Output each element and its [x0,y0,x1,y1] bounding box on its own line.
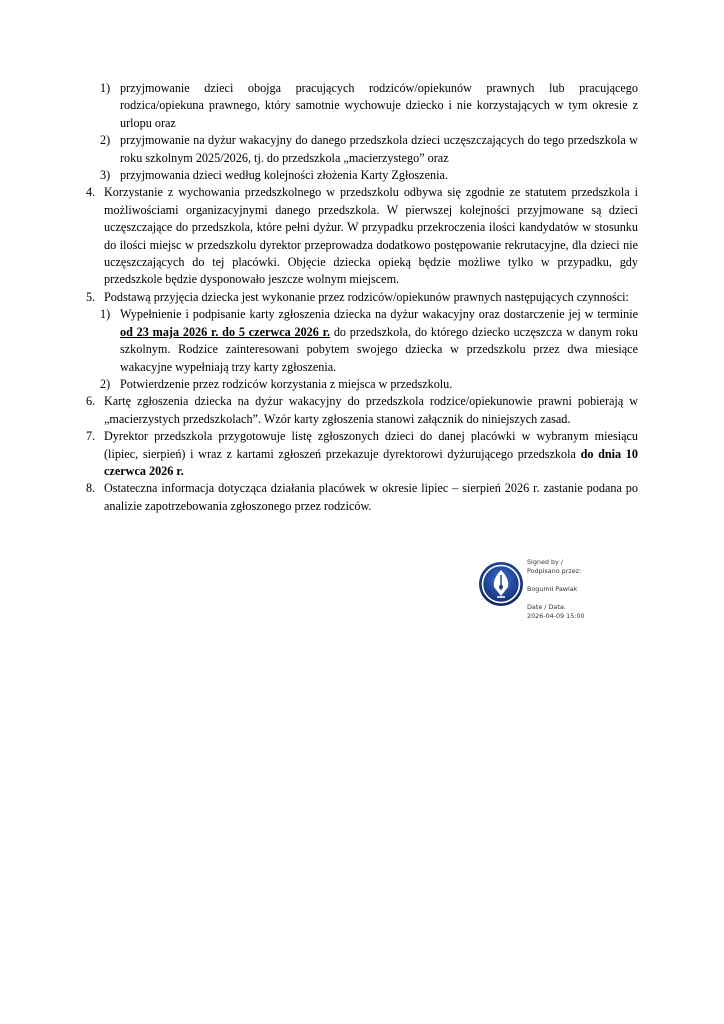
text-run: Kartę zgłoszenia dziecka na dyżur wakacyjny do przedszkola rodzice/opiekunowie prawni pobierają w „macierzystych przedszkolach”. Wzór karty zgłoszenia stanowi załącznik do niniejszych zasad. [104,394,638,426]
item-number: 5. [86,289,96,304]
item-number: 3) [100,168,111,183]
signer-name: Bogumił Pawlak [527,585,578,593]
text-run: Podstawą przyjęcia dziecka jest wykonanie przez rodziców/opiekunów prawnych następujących czynności: [104,289,629,304]
sub-list-item [86,80,638,132]
fountain-pen-nib-seal-icon [478,561,524,607]
regulations-list [86,80,638,515]
text-run: Ostateczna informacja dotycząca działania placówek w okresie lipiec – sierpień 2026 r. zastanie podana po analizie zapotrzebowania zgłoszonego przez rodziców. [104,481,638,513]
sub-list-item [86,306,638,376]
list-item [86,184,638,288]
item-number: 6. [86,394,96,409]
sub-list-item [86,376,638,393]
item-text [104,481,638,512]
emphasized-deadline: do dnia 10 czerwca 2026 r. [104,446,638,478]
list-item [86,428,638,480]
item-text [104,429,638,478]
text-run: Potwierdzenie przez rodziców korzystania z miejsca w przedszkolu. [120,376,453,391]
signed-by-label-pl: Podpisano przez: [527,567,582,575]
sub-list-item [86,167,638,184]
electronic-signature [478,558,598,622]
list-item [86,289,638,306]
item-text [104,185,638,286]
signature-date: 2026-04-09 15:00 [527,612,585,620]
item-text [120,168,448,182]
item-number: 2) [100,376,111,391]
item-number: 4. [86,185,96,200]
emphasized-deadline: od 23 maja 2026 r. do 5 czerwca 2026 r. [120,324,331,339]
text-run: przyjmowania dzieci według kolejności złożenia Karty Zgłoszenia. [120,168,448,183]
item-text [120,307,638,373]
item-number: 7. [86,429,96,444]
signature-details [527,558,617,621]
text-run: Korzystanie z wychowania przedszkolnego w przedszkolu odbywa się zgodnie ze statutem przedszkola i możliwościami organizacyjnymi danego przedszkola. W pierwszej kolejności przyjmowane są dzieci uczęszczające do przedszkola, które pełni dyżur. W przypadku przekroczenia ilości kandydatów w stosunku do ilości miejsc w przedszkolu dyrektor przeprowadza dodatkowo postępowanie rekrutacyjne, dla dzieci nie uczęszczających do tej placówki. Objęcie dziecka opieką będzie możliwe tylko w przypadku, gdy przedszkole będzie dysponowało jeszcze wolnym miejscem. [104,185,638,287]
list-item [86,393,638,428]
text-run: przyjmowanie na dyżur wakacyjny do danego przedszkola dzieci uczęszczających do tego przedszkola w roku szkolnym 2025/2026, tj. do przedszkola „macierzystego” oraz [120,133,638,165]
text-run: Wypełnienie i podpisanie karty zgłoszenia dziecka na dyżur wakacyjny oraz dostarczenie jej w terminie [120,307,638,322]
item-number: 1) [100,81,111,95]
text-run: do przedszkola, do którego dziecko uczęszcza w danym roku szkolnym. Rodzice zainteresowani pobytem swojego dziecka w przedszkolu przez dwa miesiące wakacyjne wypełniają trzy karty zgłoszenia. [120,324,638,374]
item-text [104,290,629,304]
item-text [120,133,638,164]
date-label: Date / Data: [527,603,566,611]
item-text [104,394,638,425]
item-text [120,377,452,391]
text-run: przyjmowanie dzieci obojga pracujących rodziców/opiekunów prawnych lub pracującego rodzica/opiekuna prawnego, który samotnie wychowuje dziecko i nie korzystających w tym okresie z urlopu oraz [120,81,638,130]
item-number: 1) [100,307,111,322]
sub-list-item [86,132,638,167]
item-number: 8. [86,481,96,496]
list-item [86,480,638,515]
item-number: 2) [100,133,111,148]
signed-by-label: Signed by / [527,558,563,566]
text-run: Dyrektor przedszkola przygotowuje listę zgłoszonych dzieci do danej placówki w wybranym miesiącu (lipiec, sierpień) i wraz z kartami zgłoszeń przekazuje dyrektorowi dyżurującego przedszkola [104,429,638,461]
item-text [120,81,638,130]
